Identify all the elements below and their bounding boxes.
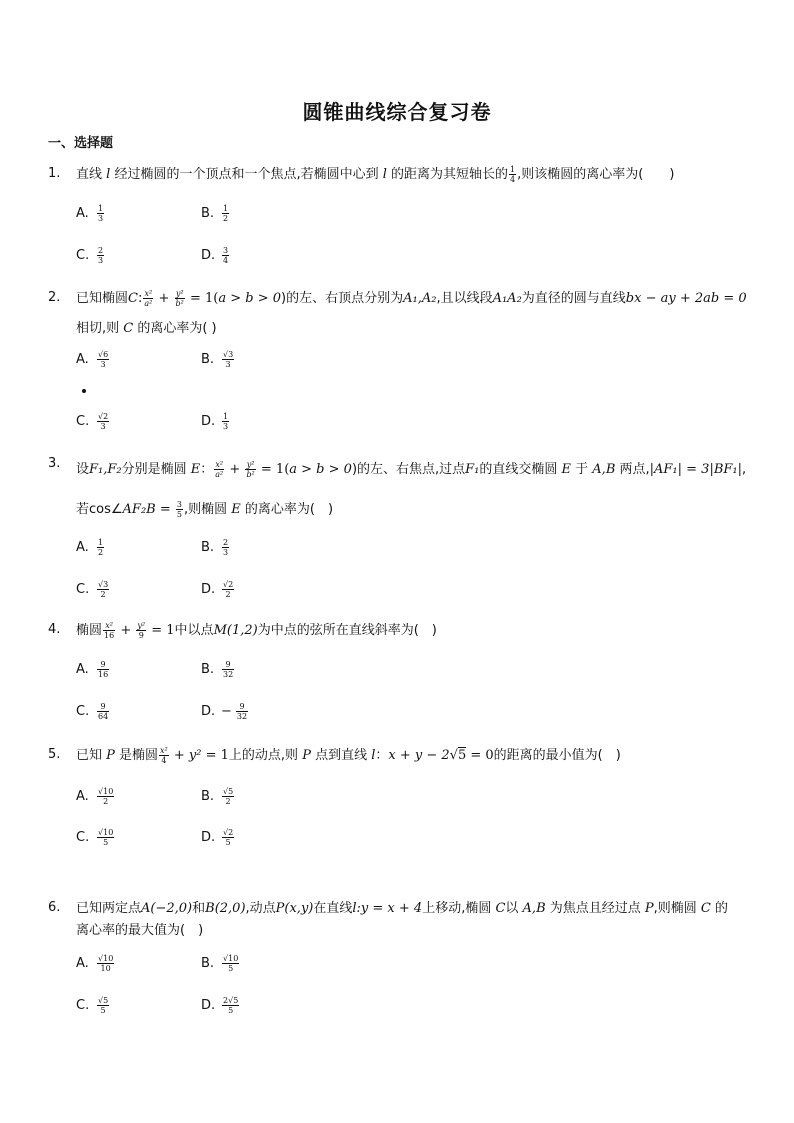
option-d[interactable]: D. $\frac{√2}{5}$ <box>201 828 234 847</box>
option-d[interactable]: D. $\frac{3}{4}$ <box>201 246 229 265</box>
question-number: 3. <box>48 456 61 471</box>
option-b[interactable]: B. $\frac{√10}{5}$ <box>201 954 239 973</box>
option-a[interactable]: A. $\frac{1}{3}$ <box>76 204 104 223</box>
question-number: 5. <box>48 747 61 762</box>
question-number: 4. <box>48 622 61 637</box>
stem-text: ,则该椭圆的离心率为( ) <box>517 167 675 182</box>
option-c[interactable]: C. $\frac{√5}{5}$ <box>76 996 109 1015</box>
option-c[interactable]: C. $\frac{√2}{3}$ <box>76 412 109 431</box>
question-stem: 已知椭圆C: $\frac{\text{x²}}{\text{a²}}$ + $\frac{\text{y²}}{\text{b²}}$ = 1(a > b > 0)的左、右顶点分别为A₁,A₂,且以线段A₁A₂为直径的圆与直线bx − ay + 2ab = 0 相切,则 C 的离心率为( ) <box>76 289 747 336</box>
page-title: 圆锥曲线综合复习卷 <box>302 100 492 124</box>
option-d[interactable]: D. $\frac{1}{3}$ <box>201 412 229 431</box>
option-a[interactable]: A. $\frac{√6}{3}$ <box>76 350 109 369</box>
option-c[interactable]: C. $\frac{9}{64}$ <box>76 702 109 721</box>
option-b[interactable]: B. $\frac{2}{3}$ <box>201 538 229 557</box>
option-a[interactable]: A. $\frac{√10}{2}$ <box>76 787 114 806</box>
option-d[interactable]: D. $\frac{√2}{2}$ <box>201 580 234 599</box>
option-d[interactable]: D. − $\frac{9}{32}$ <box>201 702 248 721</box>
stem-text: 直线 <box>76 167 107 182</box>
stem-text: 经过椭圆的一个顶点和一个焦点,若椭圆中心到 <box>110 167 383 182</box>
option-b[interactable]: B. $\frac{√5}{2}$ <box>201 787 234 806</box>
option-a[interactable]: A. $\frac{1}{2}$ <box>76 538 104 557</box>
question-stem: 设F₁,F₂分别是椭圆 E： $\frac{\text{x²}}{\text{a²}}$ + $\frac{\text{y²}}{\text{b²}}$ = 1(a > b > 0)的左、右焦点,过点F₁的直线交椭圆 E 于 A,B 两点,|AF₁| = 3|BF₁|, 若cos∠AF₂B = $\frac{3}{5}$ ,则椭圆 E 的离心率为( ) <box>76 460 747 519</box>
fraction: $\frac{1}{4}$ <box>510 165 516 184</box>
option-b[interactable]: B. $\frac{√3}{3}$ <box>201 350 234 369</box>
question-number: 2. <box>48 290 61 305</box>
math-var: l <box>382 167 387 182</box>
question-number: 6. <box>48 900 61 915</box>
question-stem: 已知 P 是椭圆 $\frac{\text{x²}}{4}$ + y² = 1上的动点,则 P 点到直线 l：x + y − 2√5 = 0的距离的最小值为( ) <box>76 746 621 765</box>
section-title: 一、选择题 <box>48 136 114 151</box>
bullet-dot <box>82 389 86 393</box>
option-b[interactable]: B. $\frac{1}{2}$ <box>201 204 229 223</box>
option-b[interactable]: B. $\frac{9}{32}$ <box>201 660 234 679</box>
option-d[interactable]: D. $\frac{2√5}{5}$ <box>201 996 239 1015</box>
option-c[interactable]: C. $\frac{√3}{2}$ <box>76 580 109 599</box>
option-a[interactable]: A. $\frac{√10}{10}$ <box>76 954 114 973</box>
question-stem <box>76 160 751 190</box>
option-c[interactable]: C. $\frac{2}{3}$ <box>76 246 104 265</box>
stem-text: 的距离为其短轴长的 <box>386 167 509 182</box>
question-stem: 已知两定点A(−2,0)和B(2,0),动点P(x,y)在直线l:y = x + 4上移动,椭圆 C以 A,B 为焦点且经过点 P,则椭圆 C 的 离心率的最大值为( ) <box>76 901 728 938</box>
question-number: 1. <box>48 166 61 181</box>
option-a[interactable]: A. $\frac{9}{16}$ <box>76 660 109 679</box>
math-var: l <box>106 167 111 182</box>
option-c[interactable]: C. $\frac{√10}{5}$ <box>76 828 114 847</box>
question-stem: 椭圆 $\frac{\text{x²}}{16}$ + $\frac{\text{y²}}{9}$ = 1中以点M(1,2)为中点的弦所在直线斜率为( ) <box>76 621 437 640</box>
